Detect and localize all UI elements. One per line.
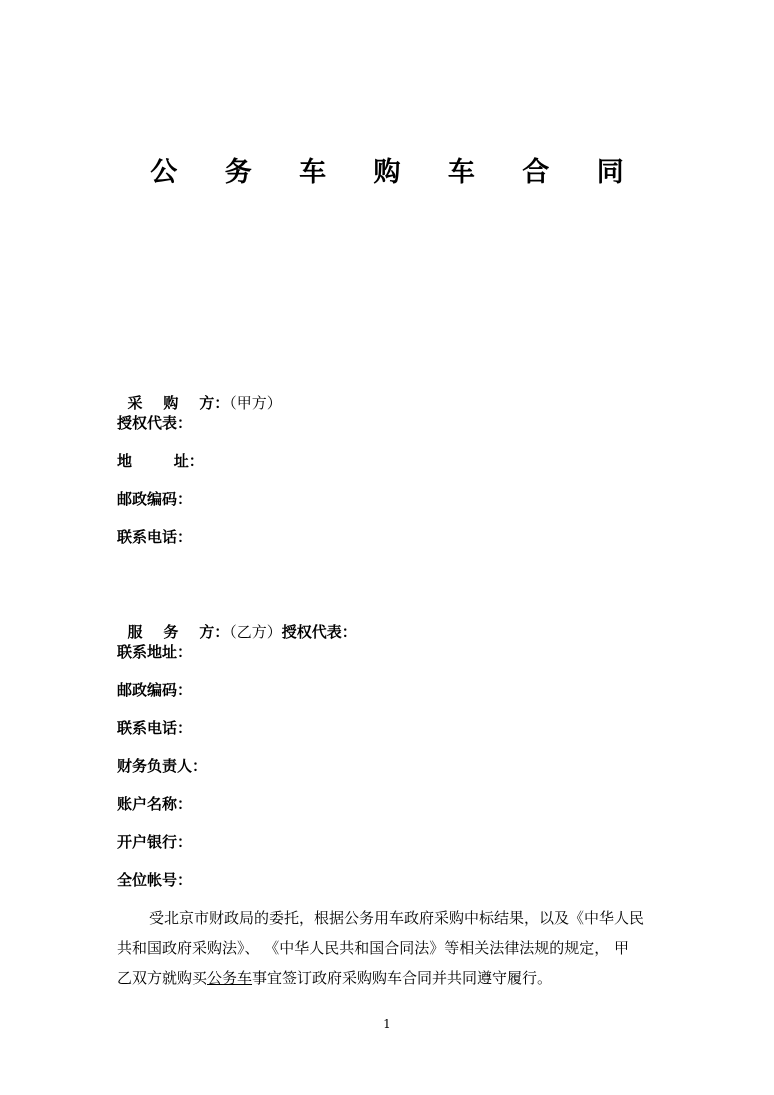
- buyer-label-text: 采 购 方：: [127, 394, 230, 412]
- paragraph-line-3: [117, 963, 657, 993]
- paragraph-line-2: 共和国政府采购法》、 《中华人民共和国合同法》等相关法律法规的规定， 甲: [117, 939, 630, 957]
- supplier-rep-label: 授权代表：: [281, 623, 357, 641]
- buyer-party-value: （甲方）: [229, 394, 282, 412]
- buyer-postcode-field: 邮政编码：: [117, 490, 193, 508]
- buyer-address-field: 地 址：: [117, 452, 204, 470]
- supplier-postcode-field: 邮政编码：: [117, 681, 193, 699]
- supplier-account-number-field: 全位帐号：: [117, 871, 193, 889]
- page-number: 1: [383, 1017, 391, 1031]
- underlined-vehicle-term: 公务车: [207, 969, 253, 987]
- supplier-address-field: 联系地址：: [117, 643, 193, 661]
- paragraph-line-3-end: 事宜签订政府采购购车合同并共同遵守履行。: [252, 969, 553, 987]
- buyer-label: [117, 374, 282, 413]
- buyer-rep-field: 授权代表：: [117, 414, 193, 432]
- supplier-finance-head-field: 财务负责人：: [117, 757, 208, 775]
- supplier-account-name-field: 账户名称：: [117, 795, 193, 813]
- supplier-label: [117, 603, 357, 642]
- paragraph-line-3-start: 乙双方就购买: [117, 969, 208, 987]
- supplier-party-value: （乙方）: [229, 623, 282, 641]
- page-title: 公 务 车 购 车 合 同: [150, 157, 643, 188]
- contract-preamble-paragraph: [117, 903, 657, 993]
- supplier-phone-field: 联系电话：: [117, 719, 193, 737]
- supplier-label-text: 服 务 方：: [127, 623, 230, 641]
- buyer-phone-field: 联系电话：: [117, 528, 193, 546]
- paragraph-line-1: 受北京市财政局的委托，根据公务用车政府采购中标结果，以及《中华人民: [149, 909, 645, 927]
- supplier-bank-field: 开户银行：: [117, 833, 193, 851]
